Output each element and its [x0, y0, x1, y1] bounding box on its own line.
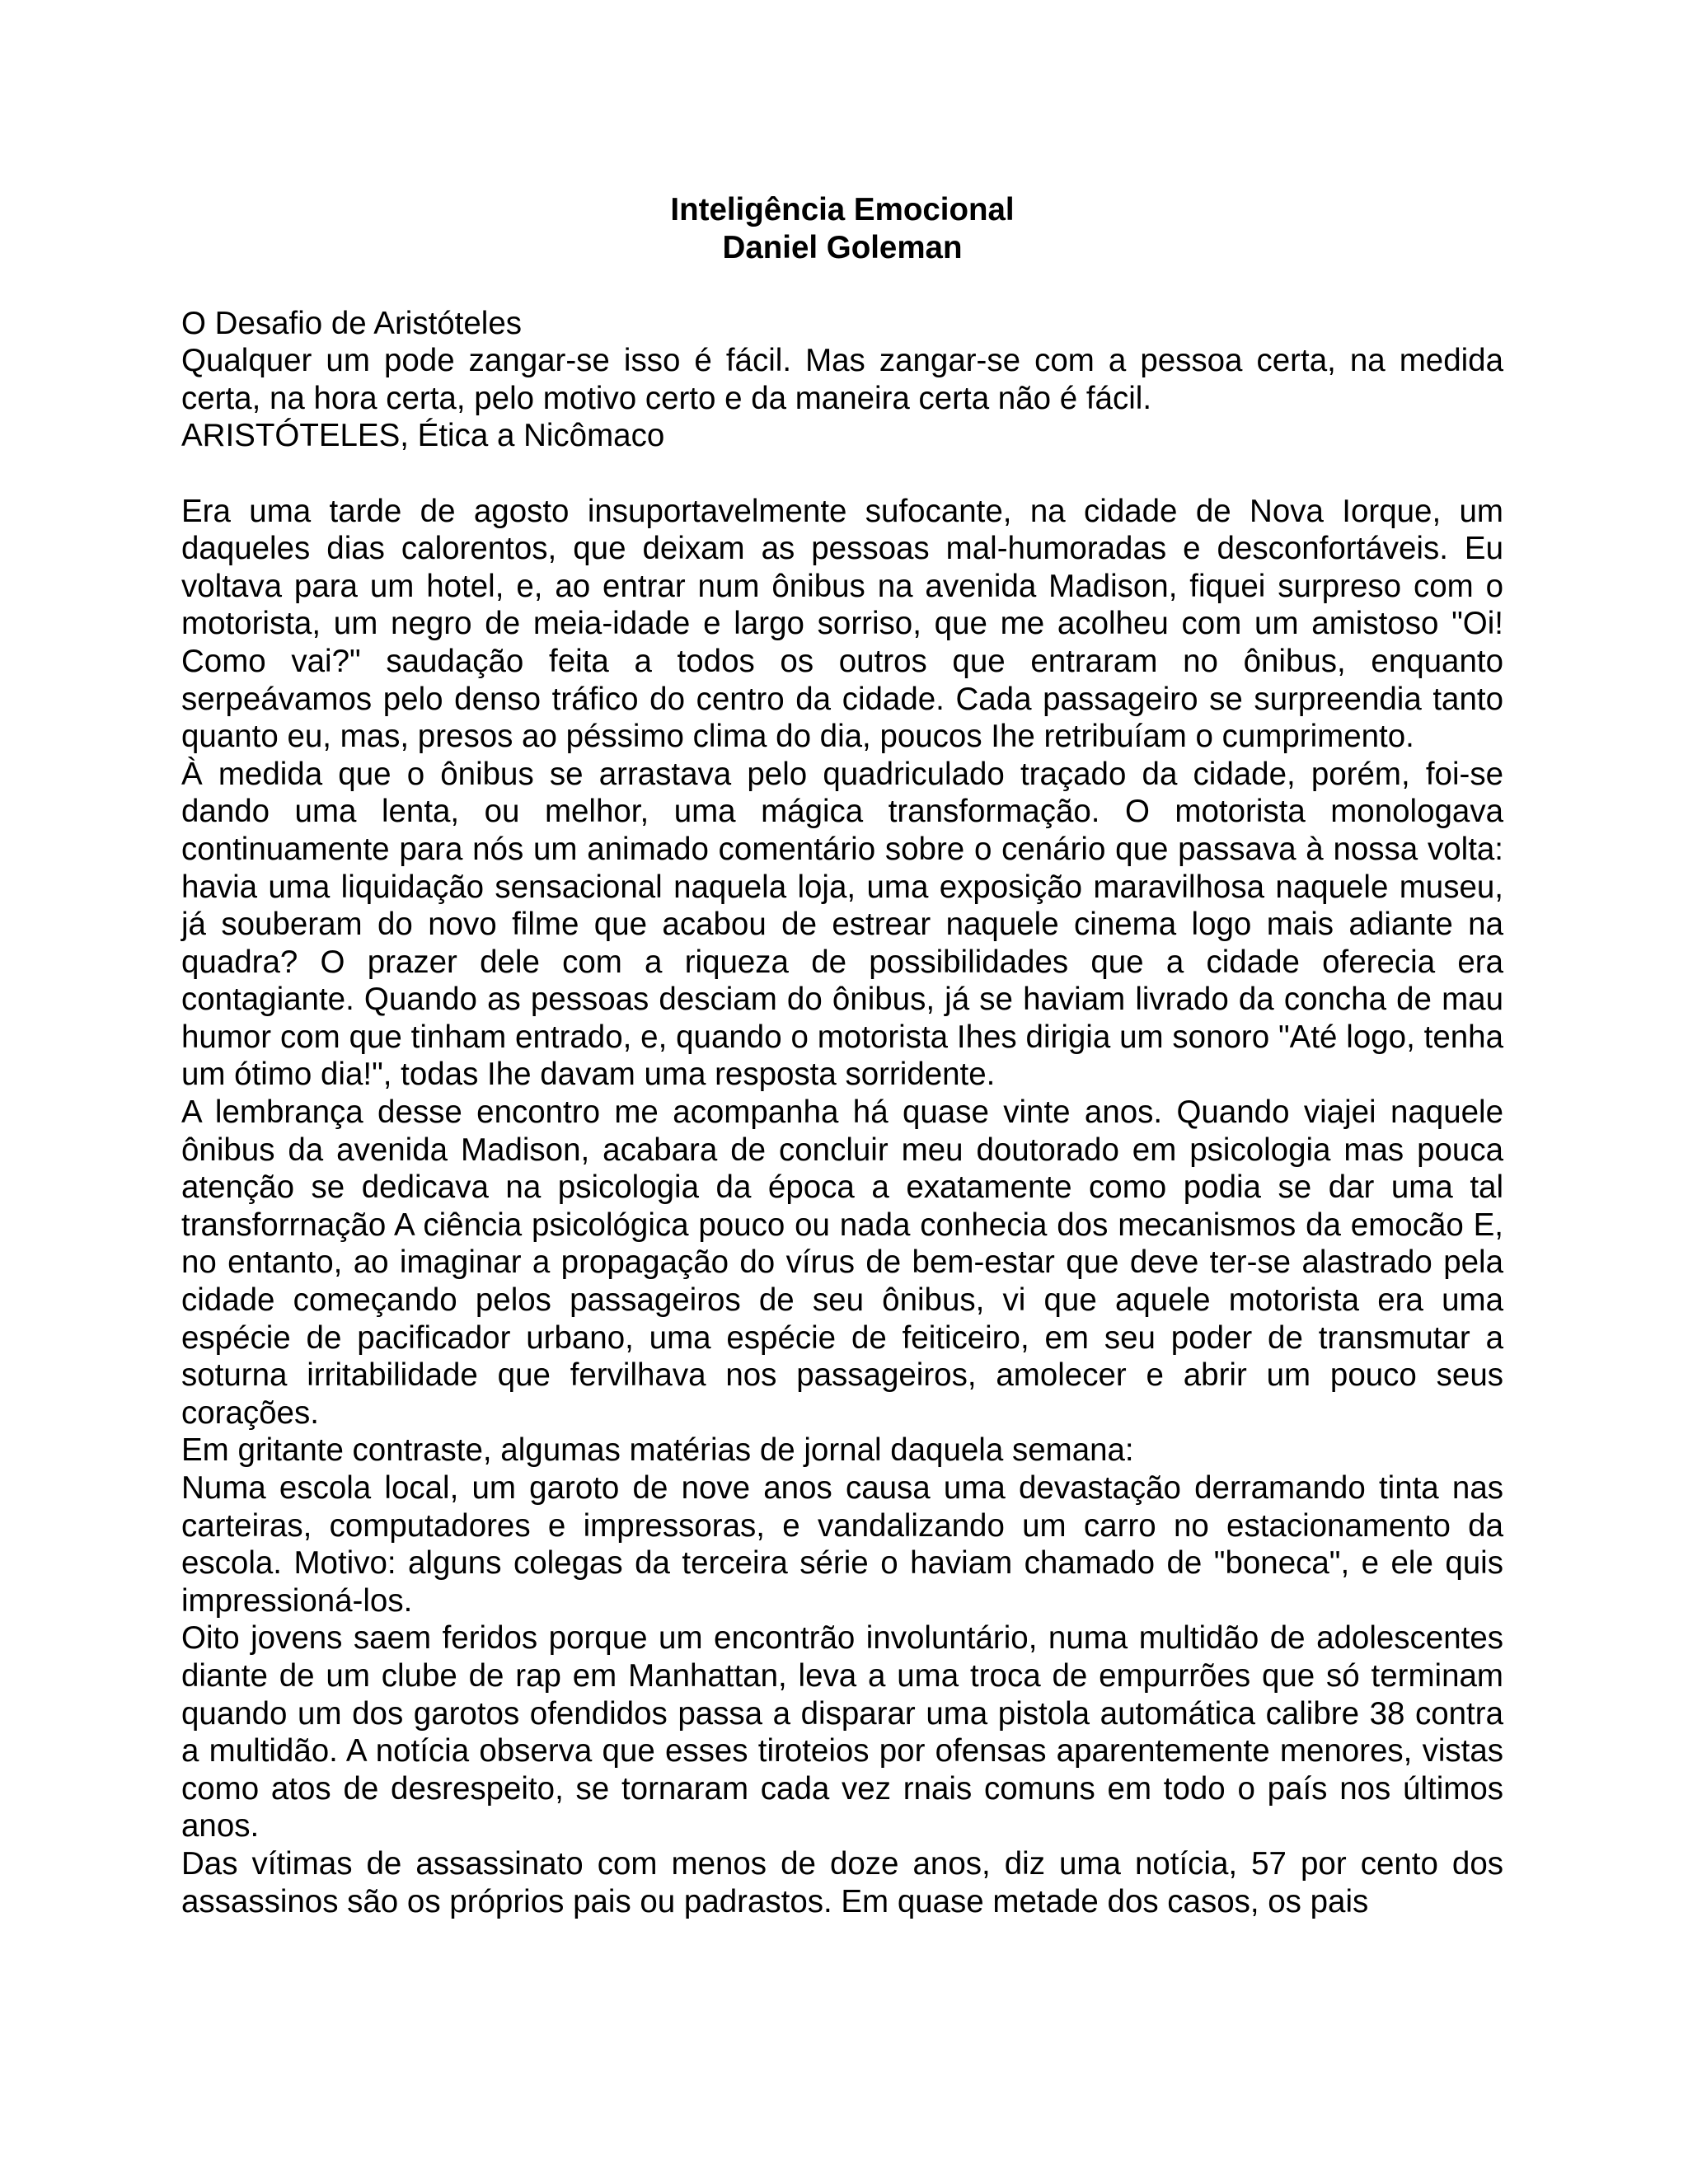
- epigraph-attribution: ARISTÓTELES, Ética a Nicômaco: [181, 418, 665, 454]
- paragraph-bus-ride: Era uma tarde de agosto insuportavelmente sufocante, na cidade de Nova Iorque, um daqueles dias calorentos, que deixam as pessoas mal-humoradas e desconfortáveis. Eu voltava para um hotel, e, ao entrar num ônibus na avenida Madison, fiquei surpreso com o motorista, um negro de meia-idade e largo sorriso, que me acolheu com um amistoso "Oi! Como vai?" saudação feita a todos os outros que entraram no ônibus, enquanto serpeávamos pelo denso tráfico do centro da cidade. Cada passageiro se surpreendia tanto quanto eu, mas, presos ao péssimo clima do dia, poucos Ihe retribuíam o cumprimento.: [181, 493, 1503, 755]
- paragraph-school-news: Numa escola local, um garoto de nove anos causa uma devastação derramando tinta nas carteiras, computadores e impressoras, e vandalizando um carro no estacionamento da escola. Motivo: alguns colegas da terceira série o haviam chamado de "boneca", e ele quis impressioná-los.: [181, 1470, 1503, 1619]
- paragraph-contrast: Em gritante contraste, algumas matérias de jornal daquela semana:: [181, 1432, 1134, 1469]
- document-title: Inteligência Emocional: [670, 192, 1015, 227]
- body-text: [181, 493, 1503, 1921]
- epigraph-quote: Qualquer um pode zangar-se isso é fácil. Mas zangar-se com a pessoa certa, na medida certa, na hora certa, pelo motivo certo e da maneira certa não é fácil.: [181, 343, 1503, 416]
- paragraph-memory: A lembrança desse encontro me acompanha há quase vinte anos. Quando viajei naquele ônibus da avenida Madison, acabara de concluir meu doutorado em psicologia mas pouca atenção se dedicava na psicologia da época a exatamente como podia se dar uma tal transforrnação A ciência psicológica pouco ou nada conhecia dos mecanismos da emocão E, no entanto, ao imaginar a propagação do vírus de bem-estar que deve ter-se alastrado pela cidade começando pelos passageiros de seu ônibus, vi que aquele motorista era uma espécie de pacificador urbano, uma espécie de feiticeiro, em seu poder de transmutar a soturna irritabilidade que fervilhava nos passageiros, amolecer e abrir um pouco seus corações.: [181, 1094, 1503, 1431]
- paragraph-transformation: À medida que o ônibus se arrastava pelo quadriculado traçado da cidade, porém, foi-se dando uma lenta, ou melhor, uma mágica transformação. O motorista monologava continuamente para nós um animado comentário sobre o cenário que passava à nossa volta: havia uma liquidação sensacional naquela loja, uma exposição maravilhosa naquele museu, já souberam do novo filme que acabou de estrear naquele cinema logo mais adiante na quadra? O prazer dele com a riqueza de possibilidades que a cidade oferecia era contagiante. Quando as pessoas desciam do ônibus, já se haviam livrado da concha de mau humor com que tinham entrado, e, quando o motorista Ihes dirigia um sonoro "Até logo, tenha um ótimo dia!", todas Ihe davam uma resposta sorridente.: [181, 756, 1503, 1093]
- title-block: [181, 191, 1503, 267]
- epigraph: [181, 305, 1503, 455]
- epigraph-heading: O Desafio de Aristóteles: [181, 305, 523, 341]
- paragraph-victims-news: Das vítimas de assassinato com menos de doze anos, diz uma notícia, 57 por cento dos assassinos são os próprios pais ou padrastos. Em quase metade dos casos, os pais: [181, 1845, 1503, 1919]
- section-gap: [181, 455, 1503, 493]
- paragraph-shooting-news: Oito jovens saem feridos porque um encontrão involuntário, numa multidão de adolescentes diante de um clube de rap em Manhattan, leva a uma troca de empurrões que só terminam quando um dos garotos ofendidos passa a disparar uma pistola automática calibre 38 contra a multidão. A notícia observa que esses tiroteios por ofensas aparentemente menores, vistas como atos de desrespeito, se tornaram cada vez rnais comuns em todo o país nos últimos anos.: [181, 1620, 1503, 1844]
- document-page: [181, 191, 1503, 1920]
- document-author: Daniel Goleman: [722, 230, 963, 265]
